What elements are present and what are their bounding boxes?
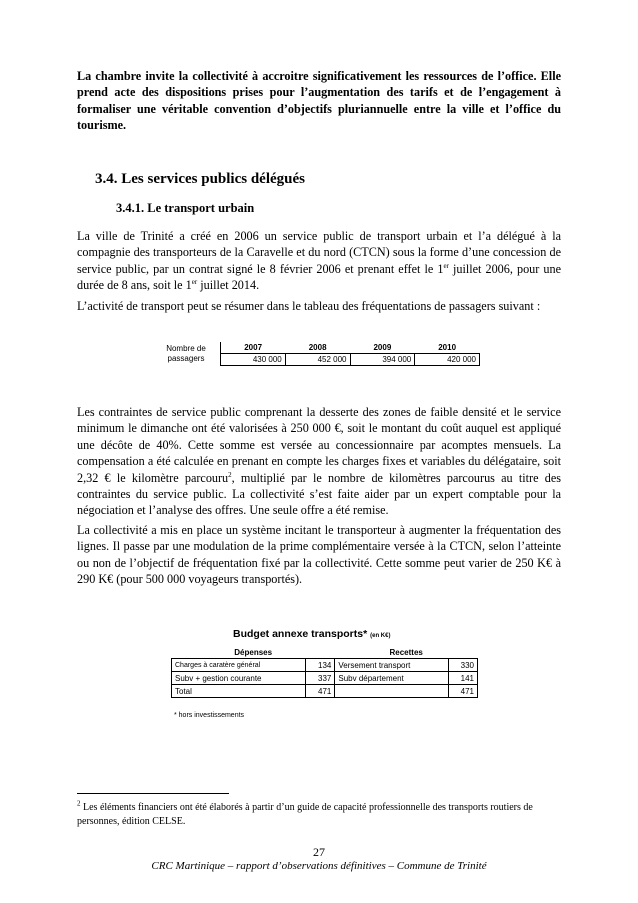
recette-value: 330: [448, 659, 477, 672]
intro-paragraph: La chambre invite la collectivité à accroitre significativement les ressources de l’office. Elle prend acte des dispositions prises pour l’augmentation des tarifs et de l’engagement à formaliser une véritable convention d’objectifs pluriannuelle entre la ville et l’office du tourisme.: [77, 69, 561, 133]
budget-table: [171, 646, 478, 698]
passengers-value: 452 000: [285, 354, 350, 366]
table-row: [172, 685, 478, 698]
paragraph-contract-part-a: La ville de Trinité a créé en 2006 un service public de transport urbain et l’a délégué à la compagnie des transporteurs de la Caravelle et du nord (CTCN) sous la forme d’une concession de service public, par un contrat signé le 8 février 2006 et prenant effet le 1: [77, 229, 561, 276]
page-number: 27: [313, 845, 325, 859]
year-cell: 2008: [285, 342, 350, 354]
passengers-value: 394 000: [350, 354, 415, 366]
recette-label: Versement transport: [335, 659, 448, 672]
paragraph-constraints: [77, 404, 561, 519]
passengers-label: Nombre de passagers: [152, 342, 221, 366]
budget-title-text: Budget annexe transports*: [233, 628, 368, 640]
recettes-header: Recettes: [335, 646, 478, 659]
depense-label: Subv + gestion courante: [172, 672, 306, 685]
recette-label: [335, 685, 448, 698]
budget-note: * hors investissements: [174, 712, 245, 719]
depense-label: Total: [172, 685, 306, 698]
superscript-er-2: er: [191, 278, 198, 287]
budget-unit: (en K€): [370, 633, 391, 639]
depenses-header: Dépenses: [172, 646, 335, 659]
recette-label: Subv département: [335, 672, 448, 685]
year-cell: 2010: [415, 342, 480, 354]
footnote: [77, 801, 567, 828]
budget-title: [233, 628, 390, 640]
footnote-ref: 2: [228, 470, 232, 479]
depense-label: Charges à caratère général: [172, 659, 306, 672]
paragraph-constraints-part-a: Les contraintes de service public comprenant la desserte des zones de faible densité et le service minimum le dimanche ont été valorisées à 250 000 €, soit le montant du coût auquel est appliqué une décôte de 40%. Cette somme est versée au concessionnaire par acomptes mensuels. La compensation a été calculée en prenant en compte les charges fixes et variables du délégataire, soit 2,32 € le kilomètre parcouru: [77, 405, 561, 485]
year-cell: 2007: [221, 342, 286, 354]
subsection-title: 3.4.1. Le transport urbain: [116, 201, 255, 215]
passengers-value: 420 000: [415, 354, 480, 366]
depense-value: 471: [306, 685, 335, 698]
year-cell: 2009: [350, 342, 415, 354]
recette-value: 141: [448, 672, 477, 685]
passengers-table: [152, 342, 480, 366]
table-row: [172, 672, 478, 685]
page-footer: CRC Martinique – rapport d’observations définitives – Commune de Trinité: [151, 860, 487, 872]
recette-value: 471: [448, 685, 477, 698]
passengers-value: 430 000: [221, 354, 286, 366]
paragraph-incentive: La collectivité a mis en place un système incitant le transporteur à augmenter la fréquentation des lignes. Il passe par une modulation de la prime complémentaire versée à la CTCN, selon l’atteinte ou non de l’objectif de fréquentation fixé par la collectivité. Cette somme peut varier de 250 K€ à 290 K€ (pour 500 000 voyageurs transportés).: [77, 523, 561, 587]
table-row: [172, 659, 478, 672]
section-title: 3.4. Les services publics délégués: [95, 171, 305, 187]
footnote-separator: [77, 793, 229, 794]
paragraph-constraints-part-b: , multiplié par le nombre de kilomètres parcourus au titre des contraintes du service public. La collectivité s’est faite aider par un expert comptable pour la négociation et l’analyse des offres. Une seule offre a été remise.: [77, 470, 561, 518]
depense-value: 337: [306, 672, 335, 685]
depense-value: 134: [306, 659, 335, 672]
paragraph-contract-part-b: juillet 2006, pour une durée de 8 ans, soit le 1: [77, 261, 561, 293]
paragraph-activity: L’activité de transport peut se résumer dans le tableau des fréquentations de passagers suivant :: [77, 299, 541, 313]
footnote-text: Les éléments financiers ont été élaborés à partir d’un guide de capacité professionnelle des transports routiers de personnes, édition CELSE.: [77, 802, 533, 827]
paragraph-contract-part-c: juillet 2014.: [197, 278, 260, 293]
footnote-number: 2: [77, 799, 81, 808]
superscript-er-1: er: [443, 261, 449, 270]
paragraph-contract: [77, 228, 561, 294]
